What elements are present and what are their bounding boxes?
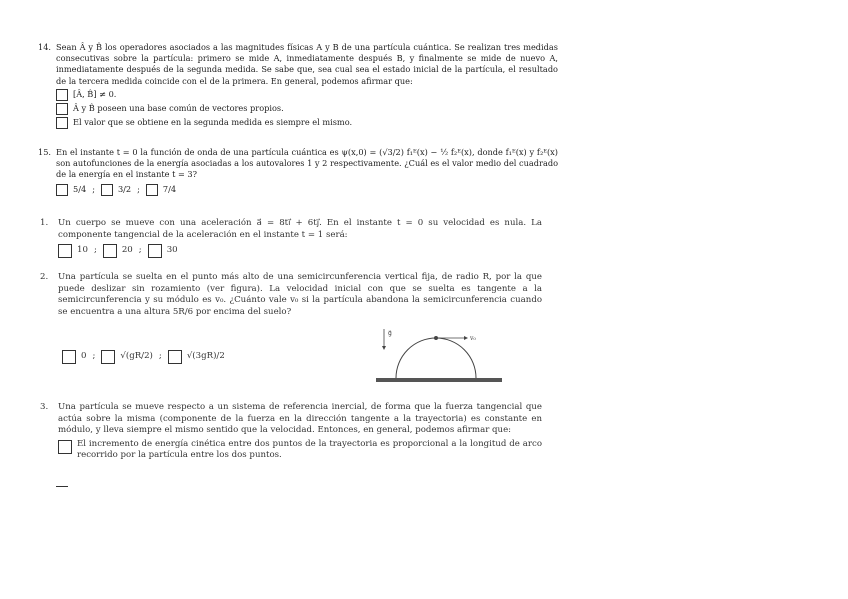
semicircle-figure <box>376 327 502 387</box>
question-3-text: Una partícula se mueve respecto a un sistema de referencia inercial, de forma que la fuerza tangencial que actúa sobre la misma (componente de la fuerza en la dirección tangente a la trayectoria) es constante en módulo, y lleva siempre el mismo sentido que la velocidad. Entonces, en general, podemos afirmar que: <box>58 402 542 436</box>
question-3-number: 3. <box>40 402 49 412</box>
question-2 <box>40 272 542 318</box>
separator: ; <box>92 184 95 194</box>
question-1-options <box>58 244 542 258</box>
question-1-text: Un cuerpo se mueve con una aceleración a⃗ = 8ti⃗ + 6tj⃗. En el instante t = 0 su velocidad es nula. La componente tangencial de la aceleración en el instante t = 1 será: <box>58 218 542 240</box>
checkbox[interactable] <box>146 184 158 196</box>
option-label: √(3gR)/2 <box>186 351 225 362</box>
checkbox[interactable] <box>56 89 68 101</box>
option-label: 5/4 <box>73 184 87 194</box>
option-label: Â y B̂ poseen una base común de vectores propios. <box>73 103 284 114</box>
question-3 <box>40 402 542 462</box>
option-label: 7/4 <box>162 184 177 194</box>
question-2-options-row <box>62 350 340 364</box>
option-label: 10 <box>77 245 88 256</box>
question-14-option-3[interactable] <box>56 117 558 129</box>
separator: ; <box>93 245 97 256</box>
question-14 <box>38 42 558 129</box>
separator: ; <box>158 351 162 362</box>
question-3-option-1[interactable] <box>58 439 542 462</box>
question-15-options <box>56 184 558 196</box>
checkbox[interactable] <box>56 103 68 115</box>
gravity-arrowhead <box>382 346 386 350</box>
checkbox[interactable] <box>101 350 115 364</box>
option-label: 3/2 <box>117 184 132 194</box>
gravity-label: g⃗ <box>388 330 392 337</box>
separator: ; <box>137 184 140 194</box>
checkbox[interactable] <box>168 350 182 364</box>
option-label: 20 <box>121 245 133 256</box>
question-2-number: 2. <box>40 272 49 282</box>
question-14-text: Sean Â y B̂ los operadores asociados a las magnitudes físicas A y B de una partícula cuántica. Se realizan tres medidas consecutivas sobre la partícula: primero se mide A, inmediatamente después B, y finalmente se mide de nuevo A, inmediatamente después de la segunda medida. Se sabe que, sea cual sea el estado inicial de la partícula, el resultado de la tercera medida coincide con el de la primera. En general, podemos afirmar que: <box>56 42 558 86</box>
checkbox[interactable] <box>56 117 68 129</box>
checkbox[interactable] <box>58 244 72 258</box>
velocity-label: v₀ <box>470 335 476 342</box>
question-2-options <box>40 347 340 364</box>
question-2-text: Una partícula se suelta en el punto más alto de una semicircunferencia vertical fija, de radio R, por la que puede deslizar sin rozamiento (ver figura). La velocidad inicial con que se suelta es tangente a la semicircunferencia y su módulo es v₀. ¿Cuánto vale v₀ si la partícula abandona la semicircunferencia cuando se encuentra a una altura 5R/6 por encima del suelo? <box>58 272 542 317</box>
option-label: √(gR/2) <box>120 351 153 362</box>
checkbox[interactable] <box>62 350 76 364</box>
question-15-number: 15. <box>38 147 52 157</box>
option-label: El valor que se obtiene en la segunda medida es siempre el mismo. <box>73 117 353 128</box>
checkbox[interactable] <box>101 184 113 196</box>
question-15 <box>38 147 558 196</box>
question-14-option-2[interactable] <box>56 103 558 115</box>
question-1 <box>40 218 542 258</box>
question-1-number: 1. <box>40 218 49 228</box>
checkbox[interactable] <box>56 184 68 196</box>
question-14-number: 14. <box>38 42 52 52</box>
checkbox[interactable] <box>58 440 72 454</box>
separator: ; <box>138 245 142 256</box>
ground <box>376 378 502 382</box>
option-label: 0 <box>81 351 87 362</box>
checkbox[interactable] <box>103 244 117 258</box>
separator: ; <box>92 351 96 362</box>
question-15-text: En el instante t = 0 la función de onda de una partícula cuántica es ψ(x,0) = (√3/2) f₁ᴱ(x) − ½ f₂ᴱ(x), donde f₁ᴱ(x) y f₂ᴱ(x) son autofunciones de la energía asociadas a los autovalores 1 y 2 respectivamente. ¿Cuál es el valor medio del cuadrado de la energía en el instante t = 3? <box>56 147 558 180</box>
semicircle <box>396 338 476 378</box>
option-label: 30 <box>166 245 178 256</box>
dash-mark <box>56 486 68 487</box>
velocity-arrowhead <box>464 336 468 340</box>
option-label: El incremento de energía cinética entre dos puntos de la trayectoria es proporcional a la longitud de arco recorrido por la partícula entre los dos puntos. <box>77 438 542 461</box>
checkbox[interactable] <box>148 244 162 258</box>
option-label: [Â, B̂] ≠ 0. <box>73 89 117 100</box>
question-14-option-1[interactable] <box>56 89 558 101</box>
